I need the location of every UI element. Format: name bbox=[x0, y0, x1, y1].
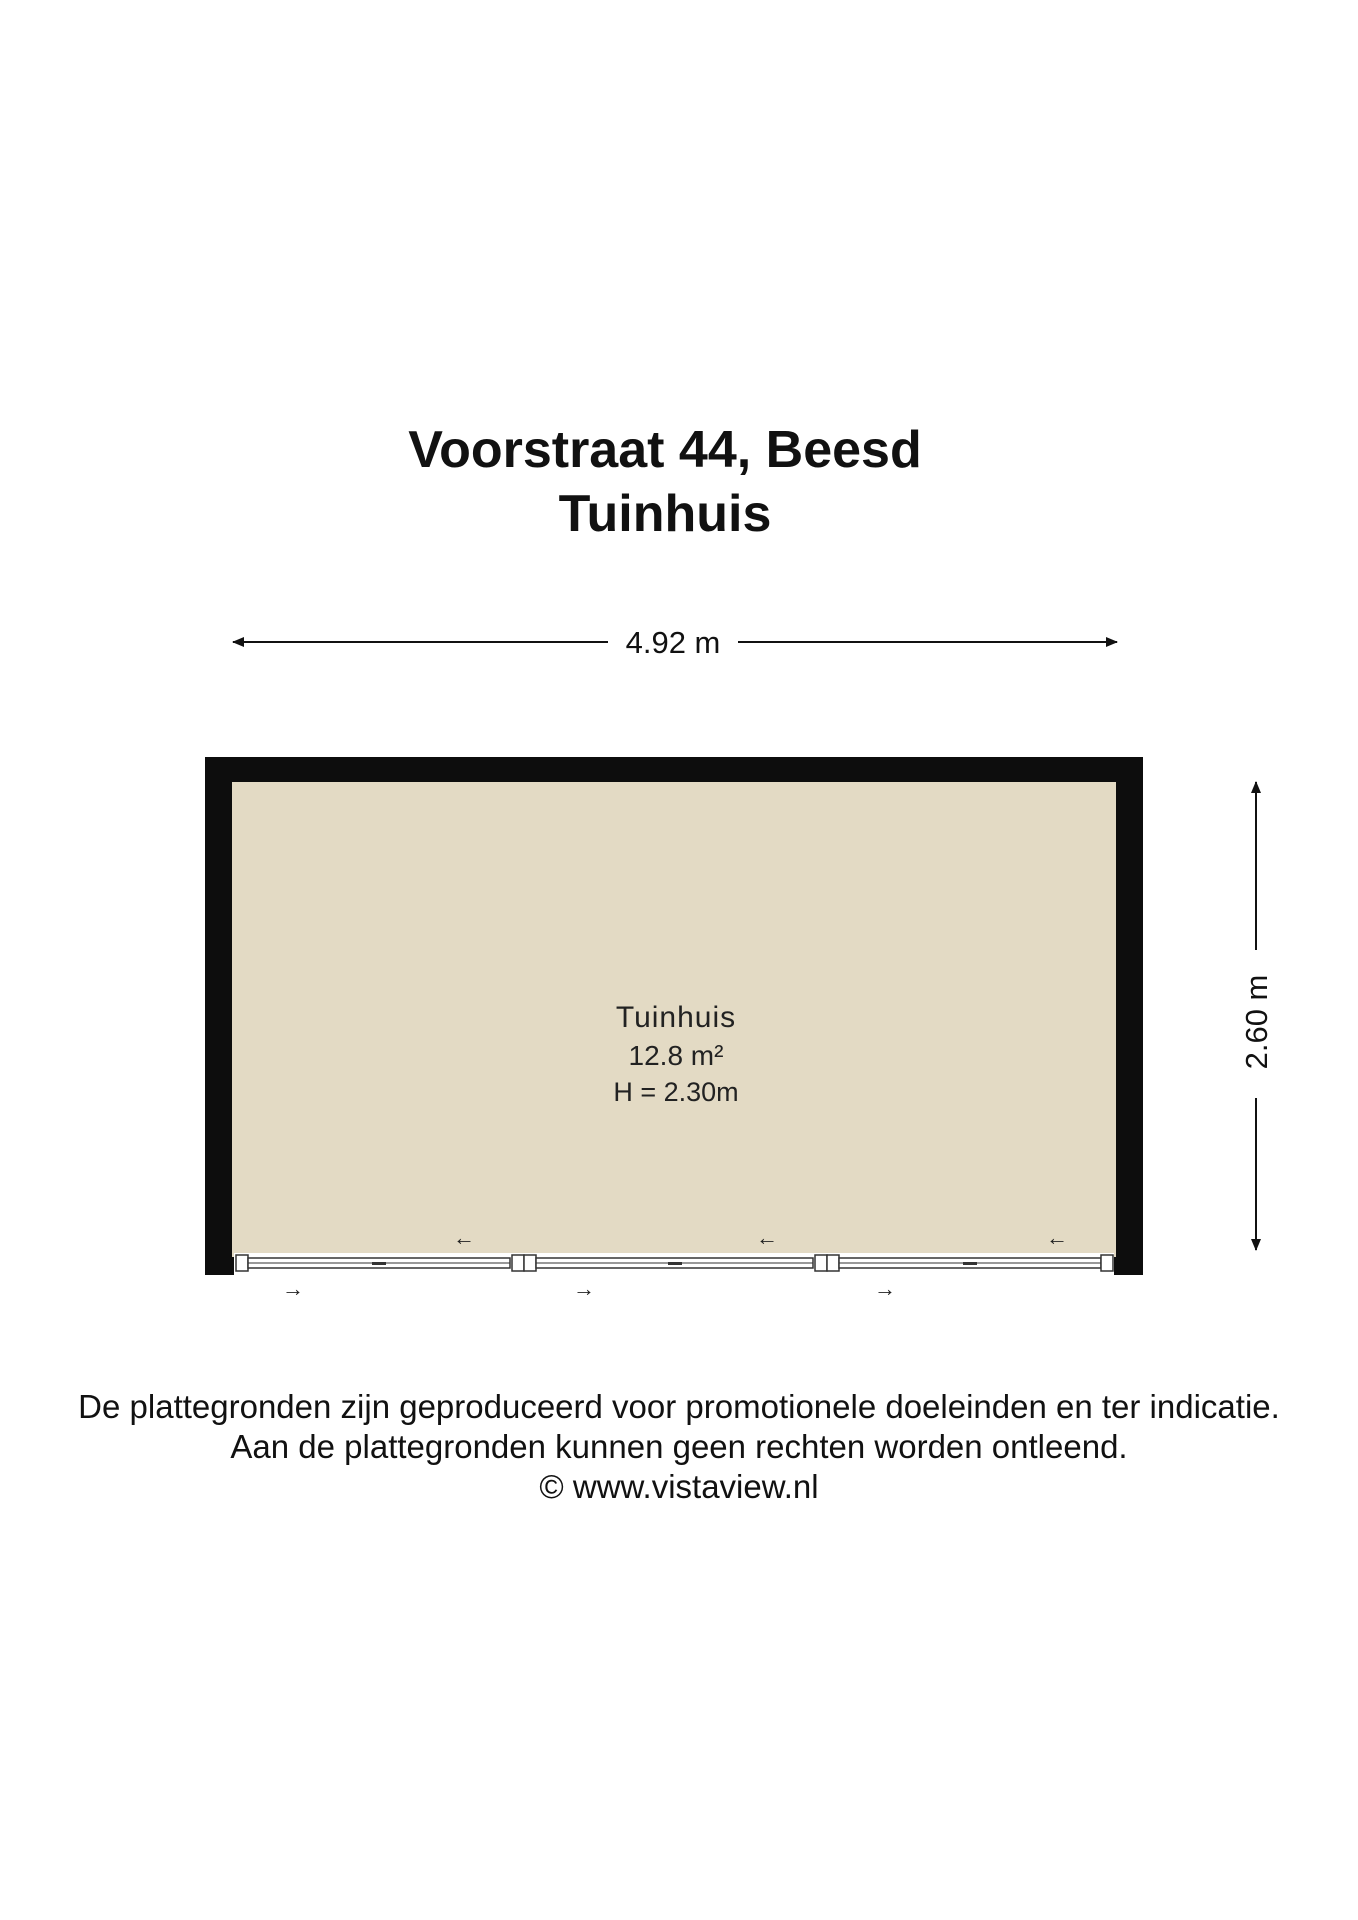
page-subtitle: Tuinhuis bbox=[558, 485, 772, 543]
door-arrow-right-1: → bbox=[282, 1276, 304, 1301]
door-arrow-right-2: → bbox=[573, 1276, 595, 1301]
width-dimension-label: 4.92 m bbox=[625, 625, 721, 660]
room-height: H = 2.30m bbox=[613, 1077, 739, 1107]
page-title: Voorstraat 44, Beesd bbox=[408, 421, 922, 479]
depth-dimension bbox=[1239, 782, 1274, 1250]
disclaimer-line-2: Aan de plattegronden kunnen geen rechten worden ontleend. bbox=[230, 1428, 1128, 1465]
copyright-line: © www.vistaview.nl bbox=[539, 1468, 819, 1505]
room-name: Tuinhuis bbox=[615, 1001, 737, 1034]
disclaimer-line-1: De plattegronden zijn geproduceerd voor promotionele doeleinden en ter indicatie. bbox=[78, 1388, 1280, 1425]
door-arrow-left-1: ← bbox=[453, 1225, 475, 1250]
room-tuinhuis bbox=[205, 757, 1143, 1301]
sliding-door-2 bbox=[524, 1255, 827, 1271]
door-arrow-left-3: ← bbox=[1046, 1225, 1068, 1250]
sliding-door-3 bbox=[827, 1255, 1113, 1271]
room-area: 12.8 m² bbox=[628, 1040, 724, 1071]
door-arrow-left-2: ← bbox=[756, 1225, 778, 1250]
sliding-door-1 bbox=[236, 1255, 524, 1271]
width-dimension bbox=[233, 625, 1117, 660]
door-arrow-right-3: → bbox=[874, 1276, 896, 1301]
depth-dimension-label: 2.60 m bbox=[1239, 974, 1274, 1070]
